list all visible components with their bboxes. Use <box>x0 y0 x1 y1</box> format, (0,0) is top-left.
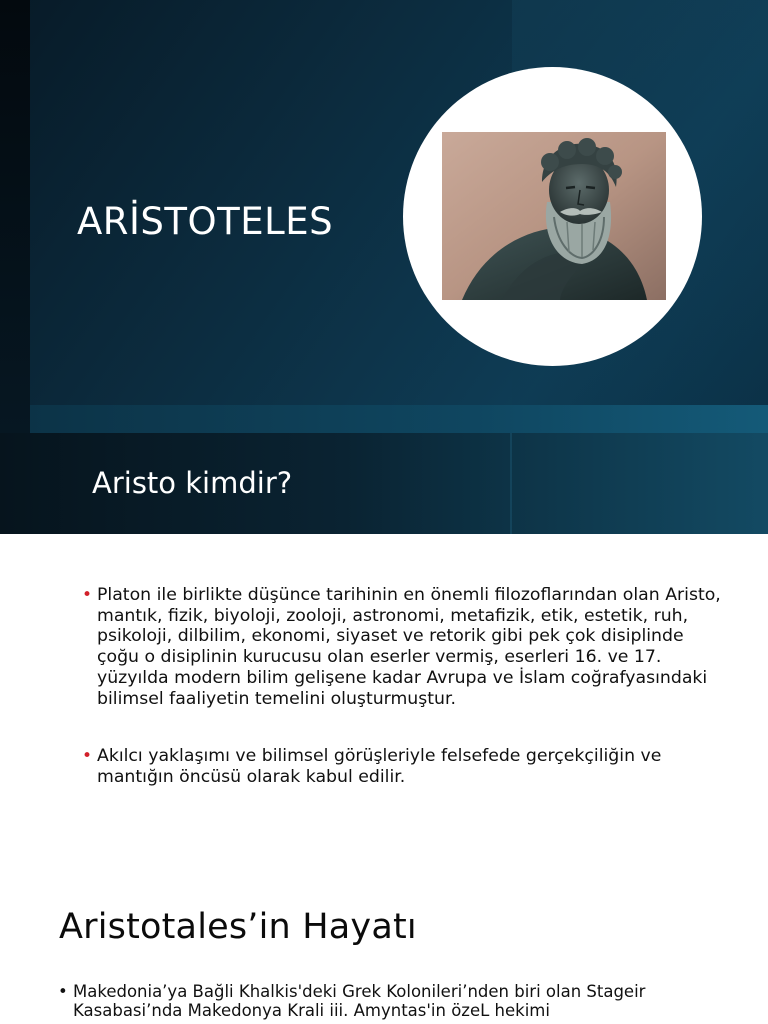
life-bullet-list <box>58 983 748 1020</box>
panel-divider <box>510 433 512 534</box>
list-item <box>82 746 722 787</box>
left-dark-strip <box>0 0 30 433</box>
bullet-text: Akılcı yaklaşımı ve bilimsel görüşleriyle felsefede gerçekçiliğin ve mantığın öncüsü olarak kabul edilir. <box>97 746 662 787</box>
title-slide <box>0 0 768 433</box>
bullet-marker: • <box>58 982 68 1001</box>
section-heading: Aristo kimdir? <box>92 466 293 500</box>
bullet-list <box>82 585 722 788</box>
bottom-accent-band <box>30 405 768 433</box>
bullet-text: Platon ile birlikte düşünce tarihinin en önemli filozoflarından olan Aristo, mantık, fizik, biyoloji, zooloji, astronomi, metafizik, etik, estetik, ruh, psikoloji, dilbilim, ekonomi, siyaset ve retorik gibi pek çok disiplinde çoğu o disiplinin kurucusu olan eserler vermiş, eserleri 16. ve 17. yüzyılda modern bilim gelişene kadar Avrupa ve İslam coğrafyasındaki bilimsel faaliyetin temelini oluşturmuştur. <box>97 585 721 709</box>
slide-title: ARİSTOTELES <box>77 200 334 243</box>
list-item <box>82 585 722 709</box>
section-header <box>0 433 768 534</box>
list-item <box>58 983 748 1020</box>
bullet-marker: • <box>82 585 93 605</box>
bullet-marker: • <box>82 746 93 767</box>
bullet-text: Makedonia’ya Bağli Khalkis'deki Grek Kolonileri’nden biri olan Stageir Kasabasi’nda Makedonya Krali iii. Amyntas'in özeL hekimi <box>73 982 646 1020</box>
life-section-title: Aristotales’in Hayatı <box>59 907 417 947</box>
philosopher-portrait-image <box>442 132 666 300</box>
